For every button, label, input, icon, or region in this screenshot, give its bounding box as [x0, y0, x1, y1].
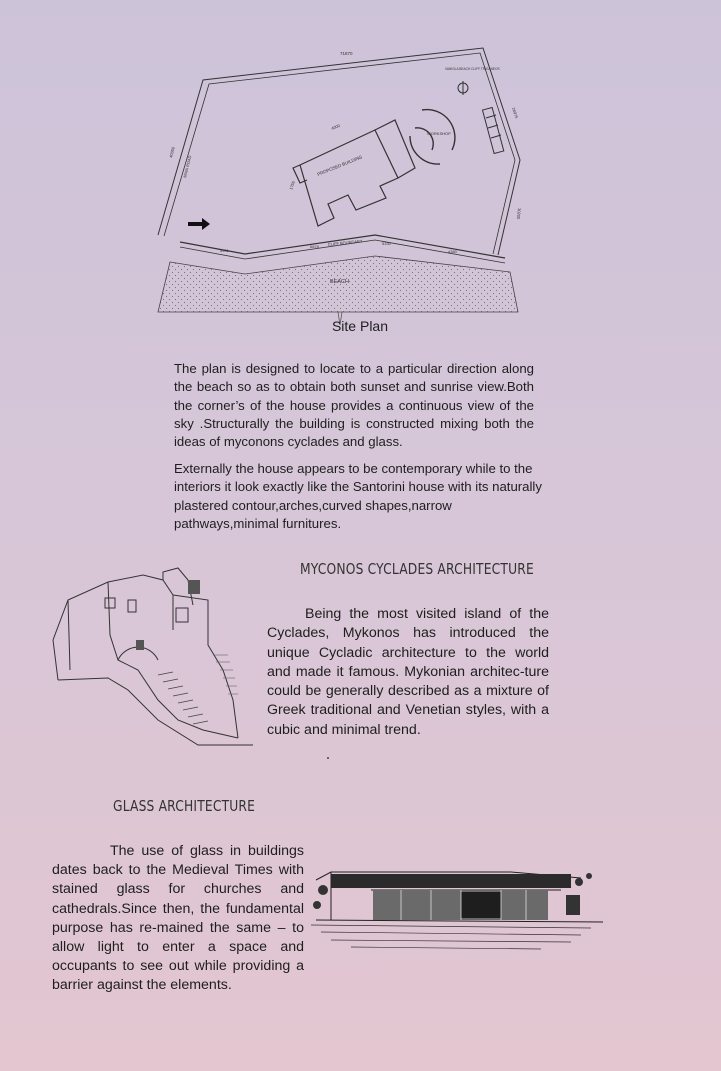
- site-boundary: [158, 48, 520, 255]
- proposed-building: [293, 120, 415, 226]
- label-dim-a: 5901: [220, 248, 229, 253]
- label-workshop: WORKSHOP: [427, 131, 451, 136]
- glass-heading: GLASS ARCHITECTURE: [113, 797, 256, 815]
- intro-paragraph-2: Externally the house appears to be contemporary while to the interiors it look exactly like the Santorini house with its naturally plastered contour,arches,curved shapes,narrow pathways,minimal furnitures.: [174, 461, 542, 531]
- label-dim-f: 1755: [288, 180, 296, 191]
- label-dim-c: 5330: [382, 241, 391, 246]
- label-north-note: VANIGLA BEACH CLIFF TRIGANEOS: [445, 67, 500, 71]
- label-road: MAIN ROAD: [182, 155, 193, 179]
- label-right-dim-upper: 26975: [511, 106, 520, 119]
- side-strip: [482, 107, 503, 153]
- cycladic-house-sketch: [48, 560, 258, 750]
- workshop-shape: [410, 110, 455, 165]
- label-left-dim: 40050: [168, 146, 176, 159]
- label-beach: BEACH: [330, 279, 349, 285]
- stray-dot: [327, 757, 329, 759]
- label-right-dim-lower: 30200: [516, 207, 522, 220]
- label-dim-d: 4380: [448, 249, 457, 254]
- label-dim-e: 4000: [330, 122, 341, 131]
- intro-paragraph-1: The plan is designed to locate to a particular direction along the beach so as to obtain both sunset and sunrise view.Both the corner’s of the house provides a continuous view of the sky .Structurally the building is constructed mixing both the ideas of myconons cyclades and glass.: [174, 361, 534, 450]
- myconos-heading: MYCONOS CYCLADES ARCHITECTURE: [300, 560, 534, 578]
- glass-house-sketch: [311, 860, 603, 955]
- label-cliff: CLIFF BOUNDARY: [327, 238, 363, 247]
- site-plan-caption: Site Plan: [331, 318, 389, 334]
- label-building: PROPOSED BUILDING: [316, 154, 363, 177]
- myconos-paragraph: Being the most visited island of the Cyclades, Mykonos has introduced the unique Cycladic architecture to the world and made it famous. Mykonian architec-ture could be generally described as a mixture of Greek traditional and Venetian styles, with a cubic and minimal trend.: [267, 606, 549, 738]
- entry-arrow: [188, 218, 210, 230]
- glass-paragraph: The use of glass in buildings dates back to the Medieval Times with stained glass for churches and cathedrals.Since then, the fundamental purpose has re-mained the same – to allow light to enter a space and occupants to see out while providing a barrier against the elements.: [52, 843, 304, 994]
- label-top-dim: 71870: [340, 51, 353, 56]
- site-plan-drawing: [150, 40, 540, 340]
- label-dim-b: 6878: [310, 244, 319, 249]
